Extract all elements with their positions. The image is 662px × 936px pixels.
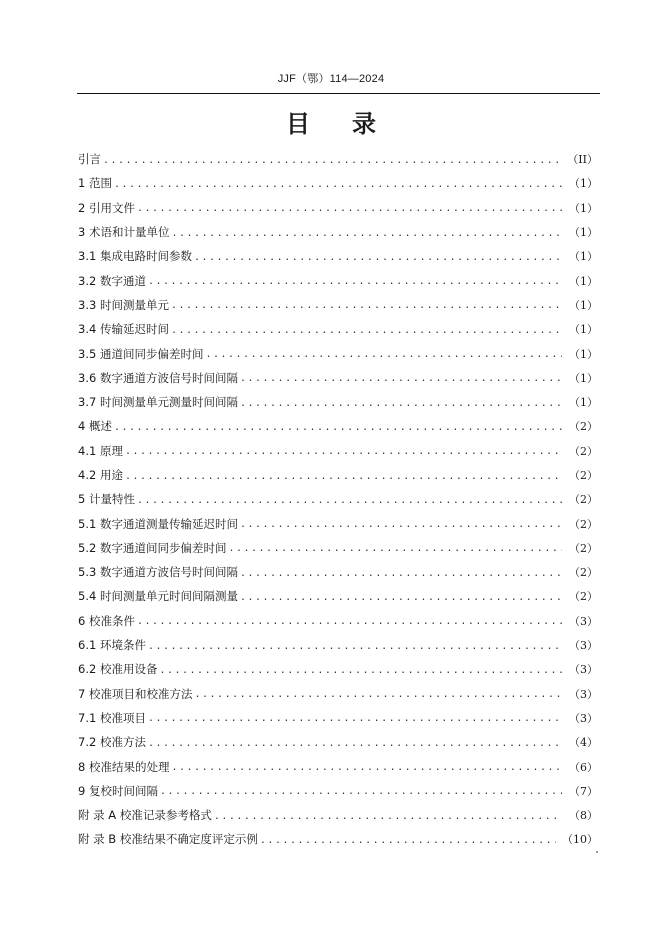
toc-entry-page: （4） <box>569 736 598 750</box>
page-title: 目录 <box>286 110 418 138</box>
toc-entry[interactable] <box>78 147 598 171</box>
toc-entry-label: 7 校准项目和校准方法 <box>78 686 193 701</box>
toc-entry-page: （8） <box>569 809 598 823</box>
toc-entry-label: 5.3 数字通道方波信号时间间隔 <box>78 565 238 580</box>
toc-entry[interactable] <box>78 536 598 560</box>
toc-entry-page: （1） <box>569 298 598 312</box>
toc-entry-page: （3） <box>569 614 598 628</box>
toc-dot-leader <box>148 276 562 287</box>
toc-entry-page: （1） <box>569 177 598 191</box>
toc-dot-leader <box>171 228 562 239</box>
toc-entry[interactable] <box>78 463 598 487</box>
toc-dot-leader <box>171 325 562 336</box>
toc-entry-label: 3.1 集成电路时间参数 <box>78 249 192 264</box>
toc-dot-leader <box>171 762 562 773</box>
toc-entry[interactable] <box>78 633 598 657</box>
toc-dot-leader <box>137 616 562 627</box>
toc-entry[interactable] <box>78 803 598 827</box>
toc-dot-leader <box>148 738 562 749</box>
toc-entry-label: 7.1 校准项目 <box>78 710 146 725</box>
toc-dot-leader <box>160 786 562 797</box>
toc-dot-leader <box>148 641 562 652</box>
toc-entry[interactable] <box>78 584 598 608</box>
toc-entry[interactable] <box>78 511 598 535</box>
toc-entry-page: （2） <box>569 541 598 555</box>
toc-entry[interactable] <box>78 657 598 681</box>
toc-entry-label: 3.4 传输延迟时间 <box>78 322 169 337</box>
toc-entry-page: （3） <box>569 687 598 701</box>
toc-entry[interactable] <box>78 390 598 414</box>
toc-dot-leader <box>240 568 562 579</box>
toc-entry-label: 4.2 用途 <box>78 468 123 482</box>
toc-entry-label: 6 校准条件 <box>78 613 135 628</box>
toc-entry[interactable] <box>78 609 598 633</box>
toc-entry[interactable] <box>78 366 598 390</box>
toc-entry-label: 7.2 校准方法 <box>78 735 146 750</box>
toc-entry-page: （2） <box>569 590 598 604</box>
toc-entry[interactable] <box>78 730 598 754</box>
document-code-header: JJF（鄂）114—2024 <box>277 73 385 85</box>
toc-entry-page: （2） <box>569 517 598 531</box>
toc-dot-leader <box>137 495 562 506</box>
toc-entry-label: 5.2 数字通道间同步偏差时间 <box>78 540 227 555</box>
scan-speck <box>596 851 598 853</box>
toc-entry-label: 6.2 校准用设备 <box>78 662 158 677</box>
toc-entry-page: （2） <box>569 469 598 482</box>
toc-dot-leader <box>103 155 561 166</box>
toc-dot-leader <box>228 543 562 554</box>
toc-entry-page: （2） <box>569 444 598 458</box>
toc-entry-label: 8 校准结果的处理 <box>78 759 170 774</box>
toc-entry[interactable] <box>78 244 598 268</box>
table-of-contents <box>78 147 598 852</box>
toc-entry-page: （1） <box>569 250 598 264</box>
toc-entry[interactable] <box>78 268 598 292</box>
toc-entry[interactable] <box>78 341 598 365</box>
toc-entry-page: （2） <box>569 493 598 507</box>
toc-dot-leader <box>205 349 562 360</box>
toc-entry-label: 2 引用文件 <box>78 200 135 215</box>
toc-entry-label: 1 范围 <box>78 176 112 191</box>
toc-entry[interactable] <box>78 220 598 244</box>
toc-entry-label: 5.1 数字通道测量传输延迟时间 <box>78 516 238 531</box>
toc-entry[interactable] <box>78 827 598 851</box>
toc-entry-label: 4 概述 <box>78 419 112 434</box>
toc-entry-page: （3） <box>569 663 598 677</box>
toc-dot-leader <box>214 811 562 822</box>
toc-dot-leader <box>114 422 562 433</box>
toc-entry-label: 附 录 B 校准结果不确定度评定示例 <box>78 832 258 847</box>
toc-entry-label: 引言 <box>78 152 101 167</box>
toc-entry[interactable] <box>78 682 598 706</box>
toc-entry[interactable] <box>78 317 598 341</box>
toc-entry-page: （7） <box>569 784 598 798</box>
toc-dot-leader <box>240 519 562 530</box>
toc-dot-leader <box>240 373 562 384</box>
toc-dot-leader <box>171 300 562 311</box>
toc-entry[interactable] <box>78 196 598 220</box>
toc-entry-page: （2） <box>569 420 598 434</box>
toc-entry-label: 6.1 环境条件 <box>78 638 146 653</box>
toc-entry[interactable] <box>78 414 598 438</box>
toc-dot-leader <box>114 179 562 190</box>
toc-entry-page: （II） <box>567 153 598 167</box>
toc-dot-leader <box>125 446 562 457</box>
toc-entry-page: （1） <box>569 226 598 240</box>
toc-entry-page: （1） <box>569 201 598 215</box>
toc-entry-label: 3.5 通道间同步偏差时间 <box>78 346 204 361</box>
toc-dot-leader <box>260 835 556 846</box>
toc-entry-page: （2） <box>569 566 598 580</box>
toc-entry-page: （6） <box>569 760 598 774</box>
toc-dot-leader <box>148 713 562 724</box>
toc-dot-leader <box>137 203 562 214</box>
toc-entry-label: 5.4 时间测量单元时间间隔测量 <box>78 589 238 604</box>
toc-dot-leader <box>194 689 562 700</box>
toc-entry-page: （1） <box>569 371 598 385</box>
toc-entry[interactable] <box>78 754 598 778</box>
toc-entry-page: （3） <box>569 639 598 653</box>
toc-entry-label: 3.7 时间测量单元测量时间间隔 <box>78 395 238 410</box>
toc-dot-leader <box>240 398 562 409</box>
toc-entry-page: （1） <box>569 323 598 337</box>
toc-dot-leader <box>240 592 562 603</box>
toc-entry-label: 5 计量特性 <box>78 492 135 507</box>
toc-entry[interactable] <box>78 560 598 584</box>
toc-entry-label: 3.2 数字通道 <box>78 273 146 288</box>
toc-entry-page: （3） <box>569 711 598 725</box>
toc-entry[interactable] <box>78 706 598 730</box>
toc-entry-page: （1） <box>569 274 598 288</box>
toc-entry[interactable] <box>78 293 598 317</box>
toc-entry-label: 附 录 A 校准记录参考格式 <box>78 808 212 823</box>
toc-entry-page: （1） <box>569 347 598 361</box>
toc-entry[interactable] <box>78 439 598 463</box>
toc-dot-leader <box>125 471 562 482</box>
toc-entry-page: （10） <box>562 833 598 847</box>
toc-entry-label: 3.3 时间测量单元 <box>78 297 169 312</box>
header-divider <box>77 93 600 94</box>
toc-entry-page: （1） <box>569 396 598 410</box>
toc-dot-leader <box>159 665 562 676</box>
toc-entry[interactable] <box>78 171 598 195</box>
toc-entry-label: 3 术语和计量单位 <box>78 225 170 240</box>
toc-entry-label: 3.6 数字通道方波信号时间间隔 <box>78 370 238 385</box>
toc-entry[interactable] <box>78 487 598 511</box>
toc-entry-label: 9 复校时间间隔 <box>78 783 158 798</box>
toc-dot-leader <box>194 252 562 263</box>
toc-entry[interactable] <box>78 779 598 803</box>
toc-entry-label: 4.1 原理 <box>78 443 123 458</box>
